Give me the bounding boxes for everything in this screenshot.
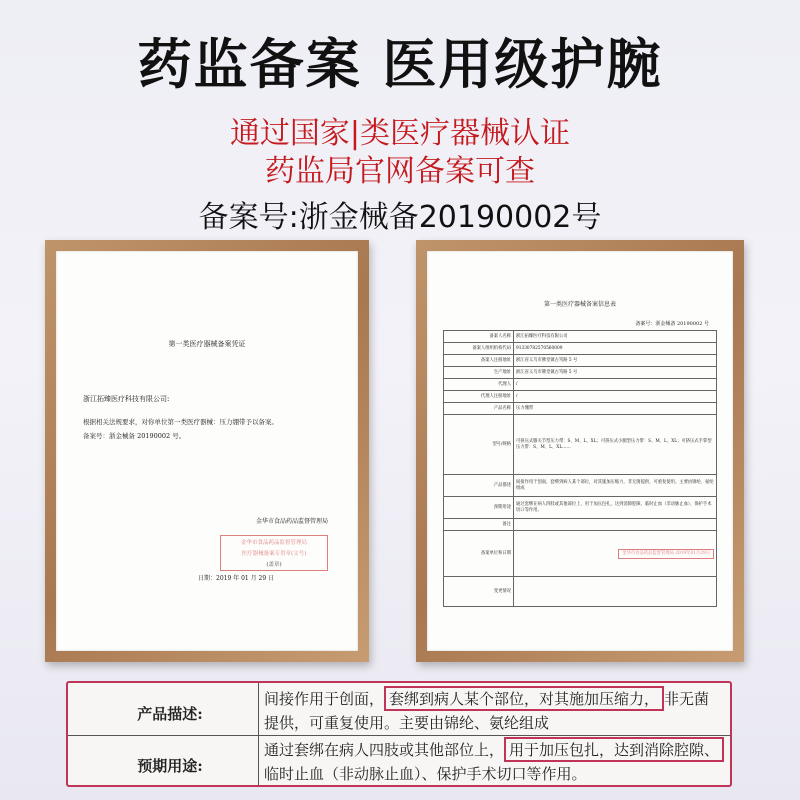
- certificate-body: [83, 415, 336, 443]
- table-row: [444, 577, 717, 607]
- certificate-body-line: 备案号：浙金械备 20190002 号。: [83, 432, 186, 440]
- row-value: 浙江省义乌市佛堂镇古笃路 5 号: [514, 367, 717, 379]
- headline: 药监备案 医用级护腕: [137, 33, 663, 96]
- table-row: [444, 355, 717, 367]
- zoomed-detail: [66, 681, 732, 787]
- row-key: 备案人名称: [444, 331, 514, 343]
- certificate-body-line: 根据相关法规要求，对你单位第一类医疗器械：压力绷带予以备案。: [83, 418, 278, 426]
- row-value: 压力绷带: [514, 403, 717, 415]
- text-segment: 间接作用于创面，: [264, 690, 385, 708]
- row-key: 备注: [444, 519, 514, 531]
- row-value: [514, 531, 717, 577]
- row-key: 备案人注册地址: [444, 355, 514, 367]
- table-row: [444, 403, 717, 415]
- row-key: 产品描述: [444, 475, 514, 497]
- row-value: /: [514, 379, 717, 391]
- table-row: [444, 343, 717, 355]
- certificate-issuer: 金华市食品药品监督管理局: [255, 518, 328, 525]
- row-value: 间接作用于创面，套绑到病人某个部位，对其施加压缩力，非无菌提供，可重复使用。主要由锦纶、氨纶组成: [514, 475, 717, 497]
- table-row: [444, 415, 717, 475]
- certificate-frame: [45, 240, 369, 662]
- row-key: 变更情况: [444, 577, 514, 607]
- intended-use-row: [68, 735, 730, 787]
- product-description-line: [264, 686, 709, 711]
- certificate-addressee: 浙江拓臻医疗科技有限公司:: [83, 395, 170, 403]
- seal-text: 金华市食品药品监督管理局: [240, 540, 307, 546]
- row-value: 可挤压式膝关节型压力带：S、M、L、XL；可挤压式小腿型压力带：S、M、L、XL；可挤压式手掌型压力带：S、M、L、XL……: [514, 415, 717, 475]
- row-key: 产品名称: [444, 403, 514, 415]
- row-key: 生产地址: [444, 367, 514, 379]
- row-value: 浙江省义乌市佛堂镇古笃路 5 号: [514, 355, 717, 367]
- row-key: 备案人组织机构代码: [444, 343, 514, 355]
- table-row: [444, 497, 717, 519]
- product-description-label: 产品描述:: [137, 705, 203, 723]
- row-key: 型号/规格: [444, 415, 514, 475]
- seal-mark: (盖章): [266, 562, 282, 568]
- intended-use-line: [264, 737, 724, 762]
- table-row: [444, 391, 717, 403]
- row-key: 预期用途: [444, 497, 514, 519]
- certificate-paper: [56, 251, 358, 651]
- certification-line: 通过国家|类医疗器械认证: [229, 116, 571, 151]
- row-value: /: [514, 391, 717, 403]
- row-value: 91330782570560009: [514, 343, 717, 355]
- table-row: [444, 475, 717, 497]
- row-value: 通过套绑在病人四肢或其他部位上，用于加压包扎，达到消除腔隙、临时止血（非动脉止血）、保护手术切口等作用。: [514, 497, 717, 519]
- row-value: [514, 519, 717, 531]
- intended-use-label: 预期用途:: [137, 757, 203, 775]
- table-row: [444, 331, 717, 343]
- product-description-line: 提供，可重复使用。主要由锦纶、氨纶组成: [264, 714, 550, 732]
- certificate-title: 第一类医疗器械备案凭证: [168, 340, 246, 348]
- seal-text: 医疗器械备案专用章(文号): [241, 551, 307, 557]
- info-table-number: 备案号：浙金械备 20190002 号: [635, 321, 709, 327]
- table-row: [444, 367, 717, 379]
- row-value: 浙江拓臻医疗科技有限公司: [514, 331, 717, 343]
- info-table: [443, 330, 717, 607]
- official-seal: [220, 535, 328, 571]
- table-row: [444, 531, 717, 577]
- row-key: 备案单位和日期: [444, 531, 514, 577]
- text-segment: 通过套绑在病人四肢或其他部位上，: [264, 741, 505, 759]
- row-key: 代理人注册地址: [444, 391, 514, 403]
- row-value: [514, 577, 717, 607]
- info-table-frame: [416, 240, 744, 662]
- text-segment: 非无菌: [664, 690, 710, 708]
- row-key: 代理人: [444, 379, 514, 391]
- verification-line: 药监局官网备案可查: [265, 154, 535, 189]
- table-row: [444, 519, 717, 531]
- info-table-title: 第一类医疗器械备案信息表: [543, 301, 616, 308]
- info-table-paper: [427, 251, 733, 651]
- table-row: [444, 379, 717, 391]
- certificate-date: 日期：2019 年 01 月 29 日: [198, 575, 275, 582]
- product-description-row: [68, 683, 730, 737]
- intended-use-line: 临时止血（非动脉止血）、保护手术切口等作用。: [264, 765, 587, 783]
- highlight-box: 套绑到病人某个部位，对其施加压缩力，: [384, 686, 664, 711]
- registration-number: 备案号:浙金械备20190002号: [198, 200, 602, 235]
- table-seal: 金华市食品药品监督管理局 2019年01月29日: [618, 549, 714, 559]
- highlight-box: 用于加压包扎，达到消除腔隙、: [504, 737, 724, 762]
